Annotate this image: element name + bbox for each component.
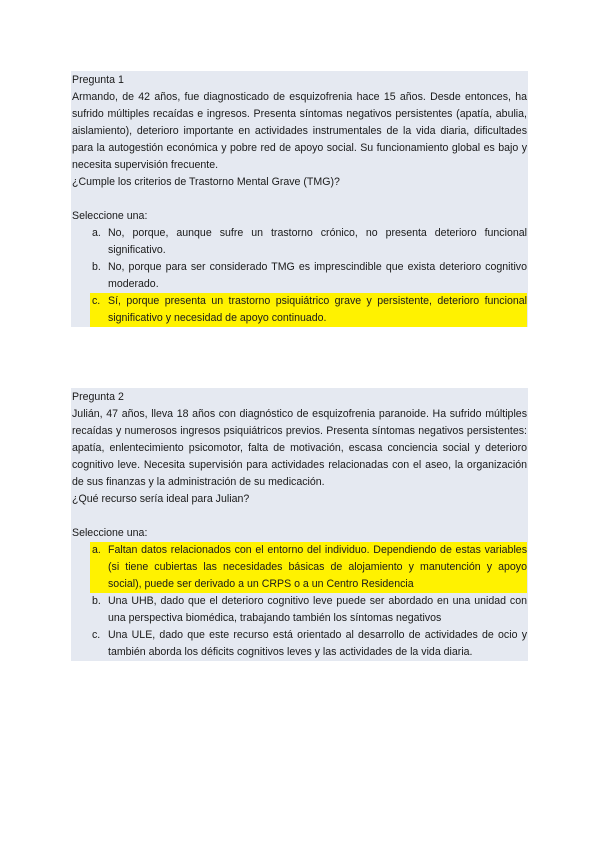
question-title: Pregunta 2 [72,391,124,403]
answer-option-a[interactable] [72,225,527,259]
option-text: Una ULE, dado que este recurso está orientado al desarrollo de actividades de ocio y también aborda los déficits cognitivos leves y las actividades de la vida diaria. [108,629,527,658]
option-text: Sí, porque presenta un trastorno psiquiátrico grave y persistente, deterioro funcional significativo y necesidad de apoyo continuado. [108,295,527,324]
answer-option-c-selected[interactable] [72,293,527,327]
option-letter: b. [92,261,101,273]
answer-option-c[interactable] [72,627,527,661]
question-1 [71,71,528,327]
option-letter: c. [92,629,101,641]
answer-option-a-selected[interactable] [72,542,527,593]
answer-option-b[interactable] [72,259,527,293]
answer-option-b[interactable] [72,593,527,627]
question-stem: Julián, 47 años, lleva 18 años con diagnóstico de esquizofrenia paranoide. Ha sufrido múltiples recaídas y numerosos ingresos psiquiátricos previos. Presenta síntomas negativos persistentes: apatía, enlentecimiento psicomotor, falta de motivación, escasa conciencia social y deterioro cognitivo leve. Necesita supervisión para actividades relacionadas con el aseo, la organización de sus finanzas y la administración de su medicación. [72,408,527,488]
select-label: Seleccione una: [72,210,148,222]
question-prompt: ¿Cumple los criterios de Trastorno Mental Grave (TMG)? [72,176,340,188]
select-label: Seleccione una: [72,527,148,539]
option-text: Una UHB, dado que el deterioro cognitivo leve puede ser abordado en una unidad con una perspectiva biomédica, trabajando también los síntomas negativos [108,595,527,624]
option-text: Faltan datos relacionados con el entorno del individuo. Dependiendo de estas variables (si tiene cubiertas las necesidades básicas de alojamiento y manutención y apoyo social), puede ser derivado a un CRPS o a un Centro Residencia [108,544,527,590]
question-2 [71,388,528,661]
answer-options [72,542,527,661]
answer-options [72,225,527,327]
option-letter: a. [92,544,101,556]
option-text: No, porque para ser considerado TMG es imprescindible que exista deterioro cognitivo moderado. [108,261,527,290]
option-letter: a. [92,227,101,239]
question-title: Pregunta 1 [72,74,124,86]
question-prompt: ¿Qué recurso sería ideal para Julian? [72,493,250,505]
option-text: No, porque, aunque sufre un trastorno crónico, no presenta deterioro funcional significativo. [108,227,527,256]
question-stem: Armando, de 42 años, fue diagnosticado de esquizofrenia hace 15 años. Desde entonces, ha sufrido múltiples recaídas e ingresos. Presenta síntomas negativos persistentes (apatía, abulia, aislamiento), deterioro importante en actividades instrumentales de la vida diaria, dificultades para la autogestión económica y pobre red de apoyo social. Su funcionamiento global es bajo y necesita supervisión frecuente. [72,91,527,171]
option-letter: b. [92,595,101,607]
option-letter: c. [92,295,101,307]
